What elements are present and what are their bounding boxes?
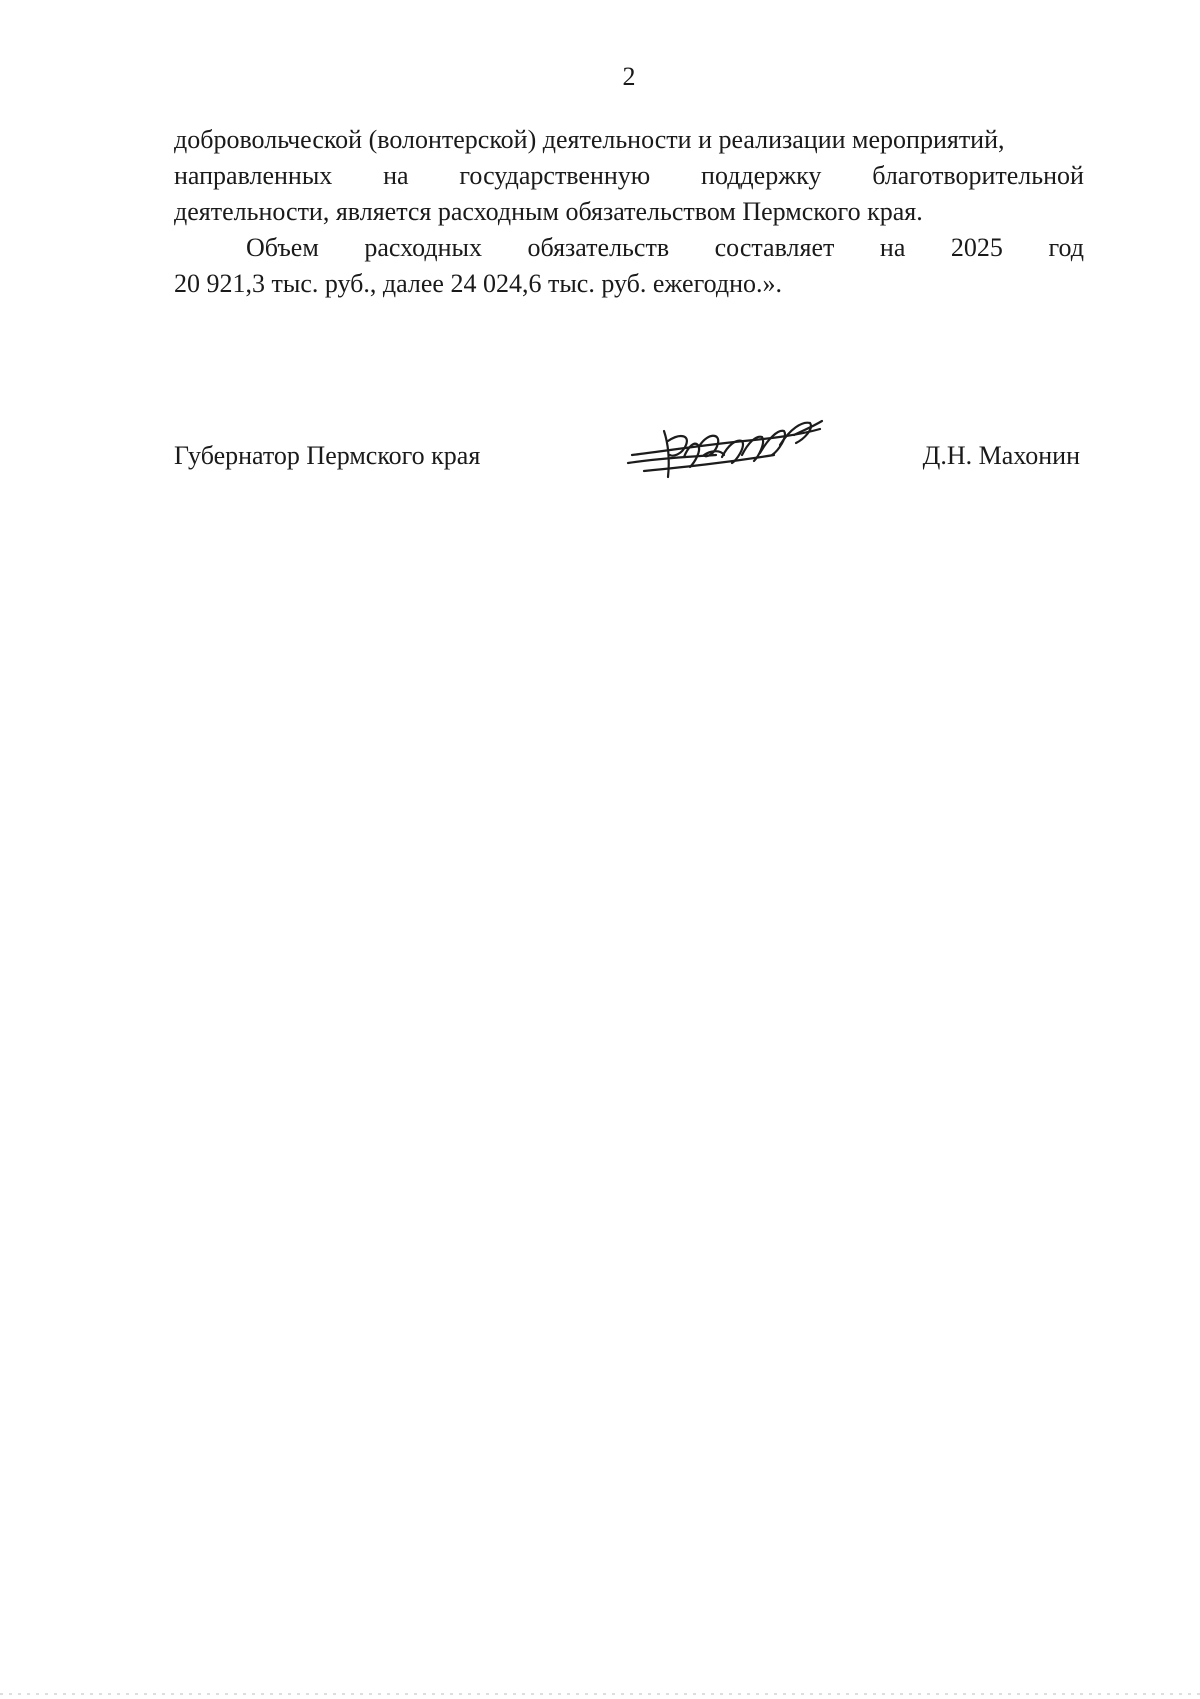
word: год (1048, 233, 1084, 262)
document-body (174, 122, 1084, 302)
word: государственную (459, 161, 651, 190)
word: 2025 (950, 233, 1003, 262)
word: направленных (174, 161, 333, 190)
signer-name: Д.Н. Махонин (922, 441, 1080, 470)
signer-position: Губернатор Пермского края (174, 441, 481, 470)
signature-block (174, 437, 1080, 497)
word: обязательств (527, 233, 670, 262)
scan-edge-artifact (0, 1693, 1200, 1695)
word: составляет (714, 233, 835, 262)
paragraph-1-line-3: деятельности, является расходным обязательством Пермского края. (174, 197, 923, 226)
word: на (383, 161, 409, 190)
handwritten-signature (624, 411, 834, 491)
word: Объем (246, 233, 319, 262)
word: благотворительной (872, 161, 1084, 190)
paragraph-1-line-1: добровольческой (волонтерской) деятельности и реализации мероприятий, (174, 125, 1005, 154)
page-number: 2 (622, 62, 636, 91)
word: на (879, 233, 906, 262)
word: поддержку (701, 161, 822, 190)
word: расходных (364, 233, 482, 262)
paragraph-2-line-1 (174, 230, 1084, 266)
paragraph-2-line-2: 20 921,3 тыс. руб., далее 24 024,6 тыс. руб. ежегодно.». (174, 269, 782, 298)
paragraph-1-line-2 (174, 158, 1084, 194)
